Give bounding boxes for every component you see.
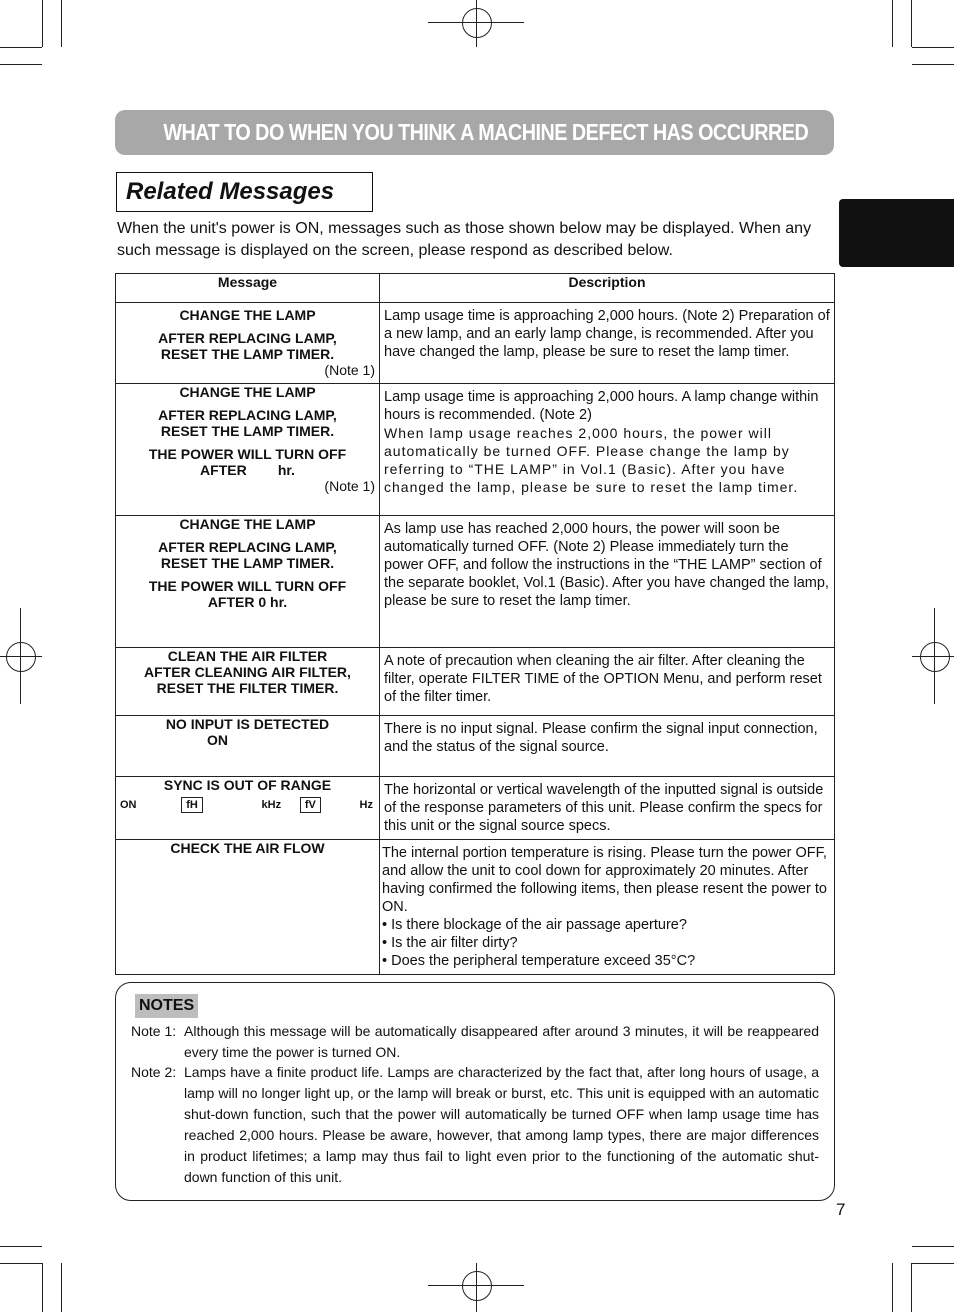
message-line: ON: [207, 732, 228, 748]
description-text: The internal portion temperature is rising. Please turn the power OFF, and allow the unit to cool down for approximately 20 minutes. After having confirmed the following items, then please resent the power to ON.: [382, 845, 827, 915]
table-row: [116, 303, 835, 384]
message-line: RESET THE FILTER TIMER.: [156, 680, 339, 696]
crop-mark: [911, 1263, 912, 1312]
description-cell: Lamp usage time is approaching 2,000 hours. (Note 2) Preparation of a new lamp, and an early lamp change, is recommended. After you have changed the lamp, please be sure to reset the lamp timer.: [380, 303, 835, 384]
table-row: [116, 716, 835, 777]
message-line: CHANGE THE LAMP: [179, 307, 316, 323]
sync-frequency-row: [120, 797, 375, 813]
column-header-description: Description: [380, 274, 835, 303]
crop-mark: [0, 1263, 42, 1264]
intro-paragraph: When the unit's power is ON, messages such as those shown below may be displayed. When any such message is displayed on the screen, please respond as described below.: [117, 220, 812, 259]
message-line: AFTER REPLACING LAMP,: [158, 407, 337, 423]
message-line: CLEAN THE AIR FILTER: [167, 648, 328, 664]
crop-mark: [892, 0, 893, 47]
message-cell: [116, 840, 380, 975]
bullet-item: • Is the air filter dirty?: [382, 935, 518, 951]
crop-mark: [0, 47, 42, 48]
crop-mark: [912, 64, 954, 65]
message-line: CHECK THE AIR FLOW: [170, 840, 325, 856]
note-text: Although this message will be automatically disappeared after around 3 minutes, it will be reappeared every time the power is turned ON.: [184, 1023, 819, 1060]
fv-box: fV: [300, 797, 321, 813]
sync-on-label: ON: [120, 799, 137, 811]
message-line: THE POWER WILL TURN OFF: [148, 446, 347, 462]
note-label: Note 1:: [131, 1023, 177, 1039]
description-cell: [380, 840, 835, 975]
message-line: SYNC IS OUT OF RANGE: [163, 777, 332, 793]
bullet-item: • Does the peripheral temperature exceed 35°C?: [382, 953, 696, 969]
column-header-message: Message: [116, 274, 380, 303]
fh-box: fH: [181, 797, 203, 813]
description-cell: A note of precaution when cleaning the air filter. After cleaning the filter, operate FILTER TIME of the OPTION Menu, and perform reset of the filter timer.: [380, 648, 835, 716]
table-row: [116, 384, 835, 516]
messages-table: [115, 273, 859, 975]
message-cell: [116, 648, 380, 716]
crop-mark: [912, 47, 954, 48]
crop-mark: [0, 64, 42, 65]
message-cell: [116, 384, 380, 516]
crop-mark: [0, 1246, 42, 1247]
registration-mark: [920, 642, 950, 672]
note-reference: (Note 1): [324, 362, 375, 378]
note-label: Note 2:: [131, 1064, 177, 1080]
table-row: [116, 840, 835, 975]
khz-unit: kHz: [261, 799, 282, 811]
crop-mark: [912, 1263, 954, 1264]
description-text: Lamp usage time is approaching 2,000 hours. A lamp change within hours is recommended. (Note 2): [384, 389, 859, 423]
message-line: THE POWER WILL TURN OFF: [148, 578, 347, 594]
table-row: [116, 777, 835, 840]
message-line: NO INPUT IS DETECTED: [165, 716, 330, 732]
message-line: AFTER REPLACING LAMP,: [158, 539, 337, 555]
message-line: RESET THE LAMP TIMER.: [160, 555, 335, 571]
message-line: AFTER REPLACING LAMP,: [158, 330, 337, 346]
description-cell: As lamp use has reached 2,000 hours, the power will soon be automatically turned OFF. (Note 2) Please immediately turn the power OFF, and follow the instructions in the “THE LAMP” section of the separate booklet, Vol.1 (Basic). After you have changed the lamp, please be sure to reset the lamp timer.: [380, 516, 835, 648]
crop-mark: [892, 1263, 893, 1312]
description-cell: The horizontal or vertical wavelength of the inputted signal is outside of the response parameters of this unit. Please confirm the specs for this unit or the signal source specs.: [380, 777, 835, 840]
message-line: AFTER CLEANING AIR FILTER,: [144, 664, 351, 680]
notes-heading: NOTES: [135, 994, 198, 1018]
note-item: [131, 1062, 819, 1188]
table-row: [116, 648, 835, 716]
message-line: CHANGE THE LAMP: [179, 384, 316, 400]
message-line: AFTER hr.: [200, 462, 295, 478]
crop-mark: [911, 0, 912, 47]
hz-unit: Hz: [359, 799, 373, 811]
message-line: AFTER 0 hr.: [207, 594, 288, 610]
crop-mark: [912, 1246, 954, 1247]
page-number: 7: [836, 1200, 846, 1219]
message-line: RESET THE LAMP TIMER.: [160, 346, 335, 362]
message-cell: [116, 777, 380, 840]
crop-mark: [42, 0, 43, 47]
section-title: Related Messages: [116, 172, 373, 212]
note-item: [131, 1021, 819, 1063]
message-cell: [116, 716, 380, 777]
table-header-row: [116, 274, 835, 303]
registration-mark: [6, 642, 36, 672]
message-line: CHANGE THE LAMP: [179, 516, 316, 532]
registration-mark: [462, 8, 492, 38]
crop-mark: [61, 1263, 62, 1312]
description-cell: There is no input signal. Please confirm the signal input connection, and the status of the signal source.: [380, 716, 835, 777]
bullet-item: • Is there blockage of the air passage aperture?: [382, 917, 687, 933]
description-text: When lamp usage reaches 2,000 hours, the power will automatically be turned OFF. Please change the lamp by referring to “THE LAMP” in Vol.1 (Basic). After you have changed the lamp, please be sure to reset the lamp timer.: [384, 425, 799, 495]
message-cell: [116, 516, 380, 648]
note-text: Lamps have a finite product life. Lamps are characterized by the fact that, after long hours of usage, a lamp will no longer light up, or the lamp will break or burst, etc. This unit is equipped with an automatic shut-down function, such that the power will automatically be turned OFF when lamp usage time has reached 2,000 hours. Please be aware, however, that among lamp types, there are major differences in product lifetimes; a lamp may thus fail to light even prior to the functioning of the automatic shut-down function of this unit.: [184, 1064, 819, 1185]
crop-mark: [42, 1263, 43, 1312]
message-line: RESET THE LAMP TIMER.: [160, 423, 335, 439]
note-reference: (Note 1): [324, 478, 375, 494]
banner-title: WHAT TO DO WHEN YOU THINK A MACHINE DEFECT HAS OCCURRED: [163, 119, 809, 145]
crop-mark: [61, 0, 62, 47]
side-tab: [839, 199, 954, 267]
message-cell: [116, 303, 380, 384]
description-cell: [380, 384, 859, 516]
table-row: [116, 516, 835, 648]
registration-mark: [462, 1271, 492, 1301]
page-banner: [115, 110, 834, 155]
